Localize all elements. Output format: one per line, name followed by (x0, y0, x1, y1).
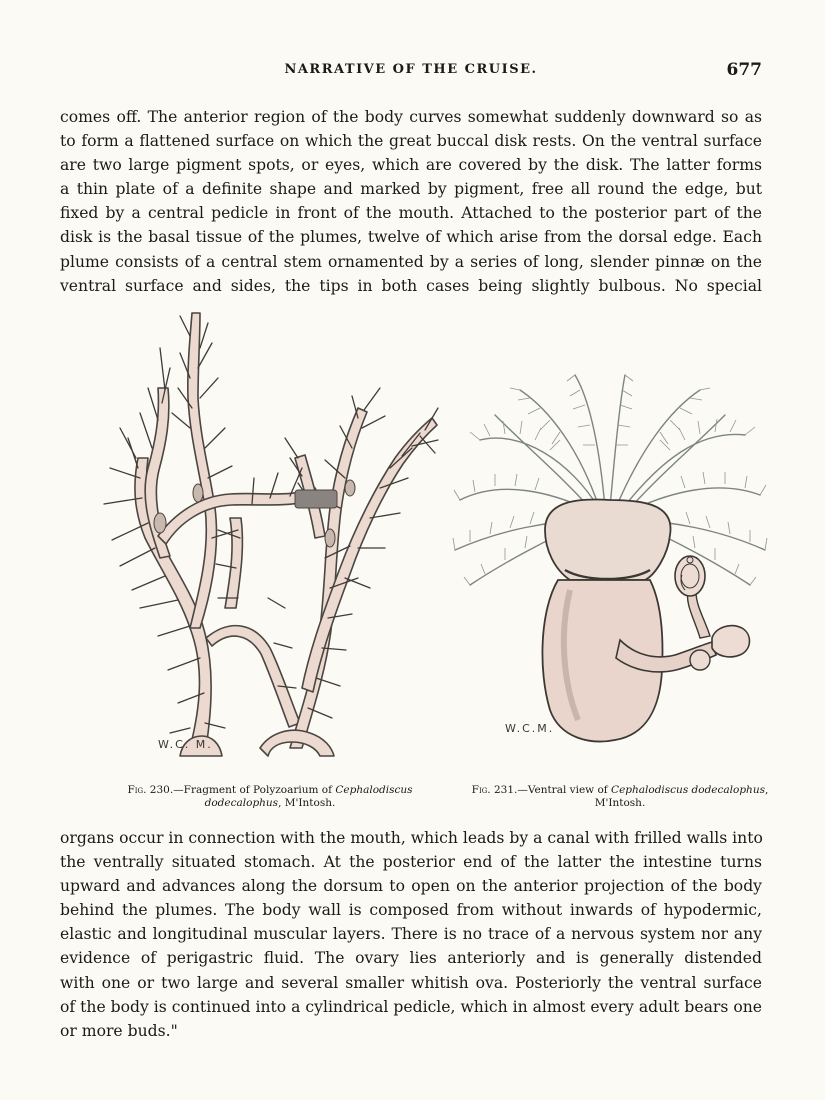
paragraph-top (60, 105, 762, 298)
paragraph-bottom (60, 826, 762, 1043)
page-header (60, 62, 762, 86)
text-line: comes off. The anterior region of the body curves somewhat suddenly downward so as (60, 108, 762, 126)
caption-label: Fig. 231. (471, 784, 518, 796)
text-line: plume consists of a central stem ornamented by a series of long, slender pinnæ on the (60, 252, 762, 271)
caption-author: , M'Intosh. (594, 784, 769, 809)
text-line: organs occur in connection with the mouth, which leads by a canal with frilled walls into (60, 829, 763, 847)
caption-text: —Fragment of Polyzoarium of (173, 784, 336, 796)
text-line: with one or two large and several smaller whitish ova. Posteriorly the ventral surface (60, 973, 762, 992)
text-line: ventral surface and sides, the tips in both cases being slightly bulbous. No special (60, 276, 762, 295)
text-line: fixed by a central pedicle in front of the mouth. Attached to the posterior part of the (60, 204, 762, 223)
text-line: disk is the basal tissue of the plumes, twelve of which arise from the dorsal edge. Each (60, 228, 762, 247)
page-number: 677 (726, 60, 762, 80)
caption-figure-231 (470, 784, 770, 810)
caption-text: —Ventral view of (517, 784, 612, 796)
text-line: of the body is continued into a cylindrical pedicle, which in almost every adult bears one (60, 997, 762, 1016)
artist-signature-230: W.C. M. (158, 738, 213, 751)
text-line: a thin plate of a definite shape and marked by pigment, free all round the edge, but (60, 180, 762, 199)
text-line: behind the plumes. The body wall is composed from without inwards of hypodermic, (60, 901, 762, 920)
text-line: are two large pigment spots, or eyes, which are covered by the disk. The latter forms (60, 156, 762, 175)
polyzoarium-illustration (40, 308, 440, 760)
artist-signature-231: W.C.M. (505, 722, 555, 735)
text-line: evidence of perigastric fluid. The ovary lies anteriorly and is generally distended (60, 949, 762, 968)
text-line: the ventrally situated stomach. At the posterior end of the latter the intestine turns (60, 853, 762, 872)
zooid-illustration (450, 370, 770, 750)
figure-230-polyzoarium (40, 308, 440, 760)
caption-author: , M'Intosh. (278, 797, 336, 809)
caption-species: Cephalodiscus dodecalophus (204, 784, 413, 809)
text-line: or more buds." (60, 1021, 178, 1040)
text-line: to form a flattened surface on which the great buccal disk rests. On the ventral surface (60, 132, 762, 151)
running-title: NARRATIVE OF THE CRUISE. (284, 62, 538, 77)
text-line: elastic and longitudinal muscular layers. There is no trace of a nervous system nor any (60, 925, 762, 944)
caption-label: Fig. 230. (127, 784, 174, 796)
text-line: upward and advances along the dorsum to open on the anterior projection of the body (60, 877, 762, 896)
caption-figure-230 (120, 784, 420, 810)
figure-231-zooid (450, 370, 770, 750)
caption-species: Cephalodiscus dodecalophus (611, 784, 765, 796)
